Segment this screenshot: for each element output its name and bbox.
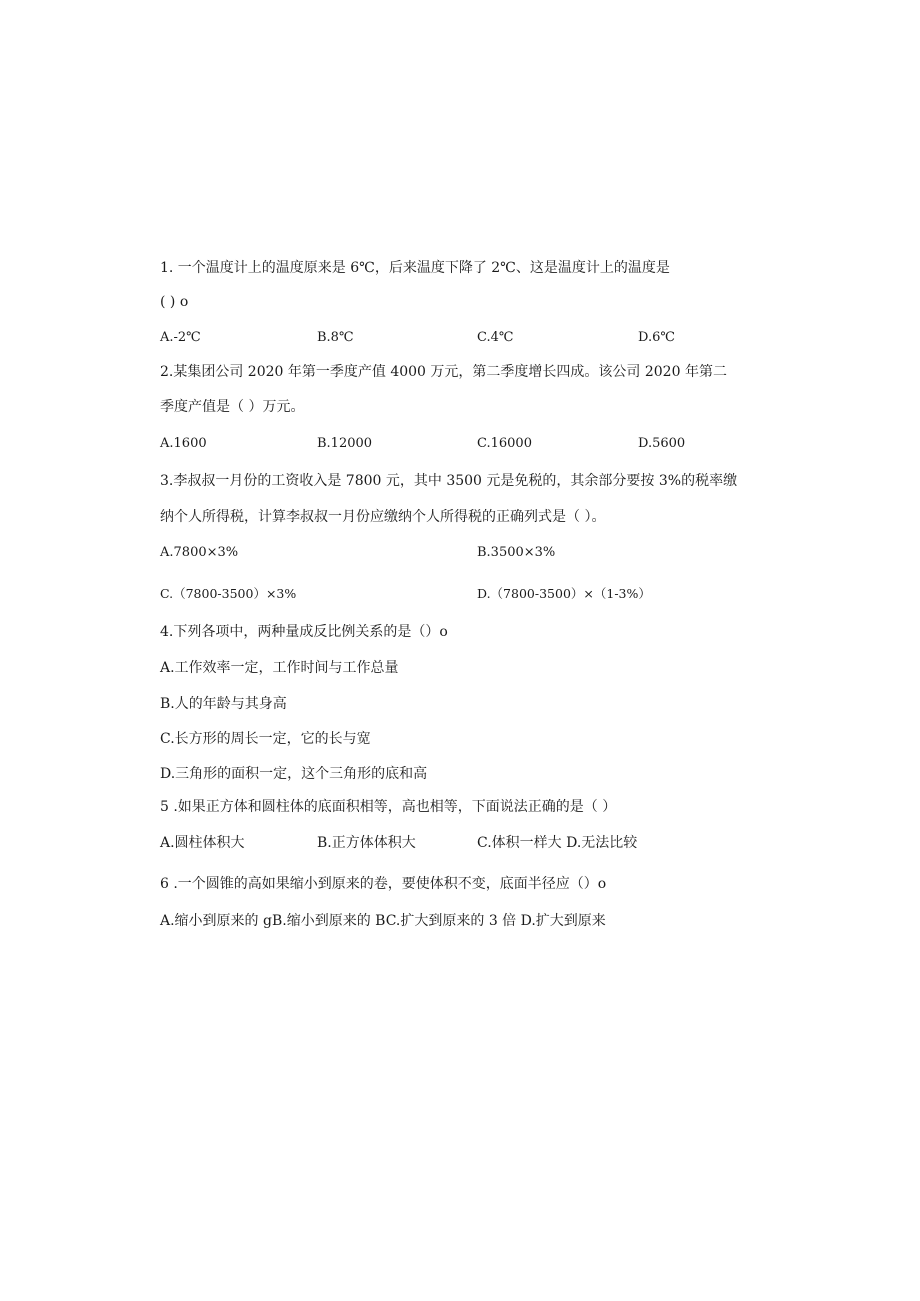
- q1-option-c: C.4℃: [477, 330, 514, 345]
- q4-option-b: B.人的年龄与其身高: [160, 696, 287, 712]
- q3-option-a: A.7800×3%: [160, 545, 239, 560]
- q4-option-d: D.三角形的面积一定，这个三角形的底和高: [160, 766, 428, 782]
- q2-option-c: C.16000: [477, 436, 532, 451]
- q2-stem-line2: 季度产值是（ ）万元。: [160, 399, 305, 415]
- q1-option-b: B.8℃: [317, 330, 354, 345]
- q3-option-d: D.（7800-3500）×（1-3%）: [477, 586, 651, 601]
- q5-stem: 5 .如果正方体和圆柱体的底面积相等，高也相等，下面说法正确的是（ ）: [160, 799, 617, 815]
- q4-option-a: A.工作效率一定，工作时间与工作总量: [160, 660, 399, 676]
- q4-option-c: C.长方形的周长一定，它的长与宽: [160, 731, 371, 747]
- q1-stem-line1: 1. 一个温度计上的温度原来是 6℃，后来温度下降了 2℃、这是温度计上的温度是: [160, 260, 670, 276]
- q3-option-c: C.（7800-3500）×3%: [160, 586, 297, 601]
- q1-stem-line2: ( ) o: [160, 294, 189, 310]
- q3-option-b: B.3500×3%: [477, 545, 556, 560]
- q5-option-cd: C.体积一样大 D.无法比较: [477, 835, 638, 851]
- q3-stem-line1: 3.李叔叔一月份的工资收入是 7800 元，其中 3500 元是免税的，其余部分要按 3%的税率缴: [160, 473, 738, 489]
- q5-option-a: A.圆柱体积大: [160, 835, 245, 851]
- q6-stem: 6 .一个圆锥的高如果缩小到原来的卷，要使体积不变，底面半径应（）o: [160, 876, 607, 892]
- q6-options: A.缩小到原来的 gB.缩小到原来的 BC.扩大到原来的 3 倍 D.扩大到原来: [160, 913, 606, 929]
- q5-option-b: B.正方体体积大: [317, 835, 416, 851]
- q1-option-a: A.-2℃: [160, 330, 201, 345]
- q2-option-a: A.1600: [160, 436, 207, 451]
- q1-option-d: D.6℃: [638, 330, 675, 345]
- q2-stem-line1: 2.某集团公司 2020 年第一季度产值 4000 万元，第二季度增长四成。该公司 2020 年第二: [160, 364, 727, 380]
- q3-stem-line2: 纳个人所得税，计算李叔叔一月份应缴纳个人所得税的正确列式是（ ）。: [160, 509, 606, 525]
- q4-stem: 4.下列各项中，两种量成反比例关系的是（）o: [160, 624, 448, 640]
- q2-option-d: D.5600: [638, 436, 686, 451]
- q2-option-b: B.12000: [317, 436, 373, 451]
